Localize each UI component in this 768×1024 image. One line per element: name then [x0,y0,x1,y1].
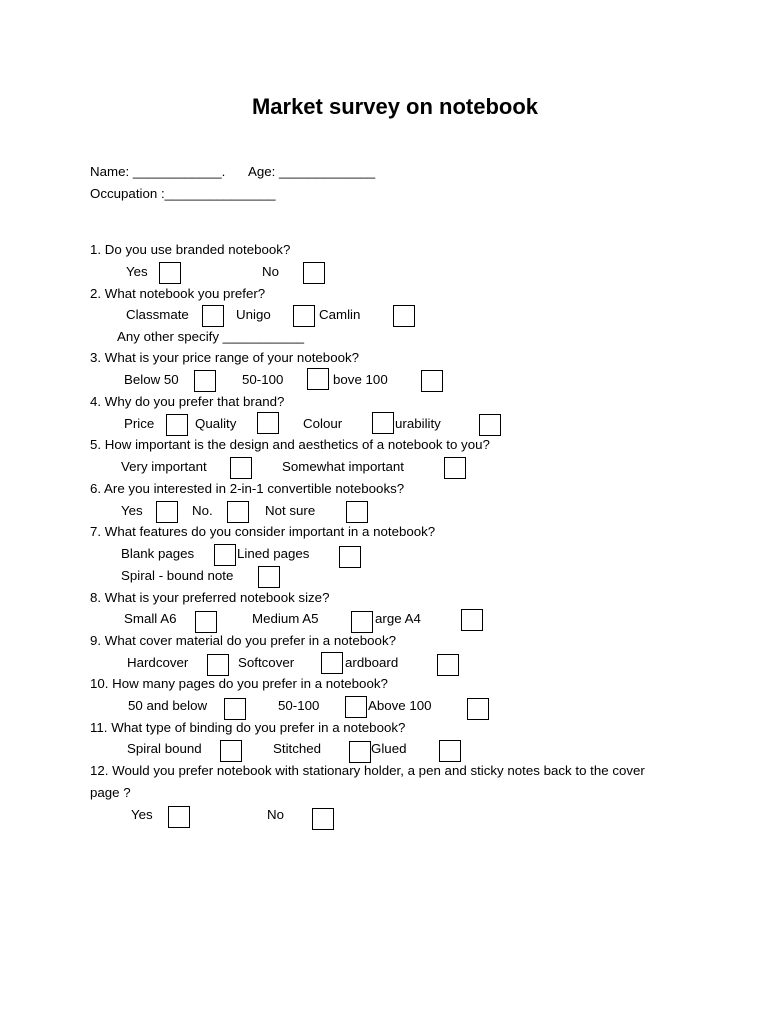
q1-option-label: No [262,264,279,279]
q9-option-label: Softcover [238,655,295,670]
q12-yes-checkbox[interactable] [168,806,190,828]
question-8: 8. What is your preferred notebook size? [90,590,330,605]
q8-large-checkbox[interactable] [461,609,483,631]
q3-option-label: Below 50 [124,372,179,387]
q4-option-label: Quality [195,416,237,431]
q2-option-label: Camlin [319,307,361,322]
q11-option-label: Stitched [273,741,322,756]
q1-option-label: Yes [126,264,148,279]
q11-stitched-checkbox[interactable] [349,741,371,763]
question-6: 6. Are you interested in 2-in-1 convertible notebooks? [90,481,405,496]
q7-option-label: Spiral - bound note [121,568,234,583]
q1-yes-checkbox[interactable] [159,262,181,284]
question-5: 5. How important is the design and aesthetics of a notebook to you? [90,437,490,452]
q7-spiral-bound-checkbox[interactable] [258,566,280,588]
occupation-field[interactable]: Occupation :_______________ [90,186,276,201]
q6-option-label: No. [192,503,213,518]
q8-option-label: Medium A5 [252,611,319,626]
q2-unigo-checkbox[interactable] [293,305,315,327]
age-field[interactable]: Age: _____________ [248,164,376,179]
q2-classmate-checkbox[interactable] [202,305,224,327]
q10-50-below-checkbox[interactable] [224,698,246,720]
q5-very-important-checkbox[interactable] [230,457,252,479]
q10-above100-checkbox[interactable] [467,698,489,720]
question-4: 4. Why do you prefer that brand? [90,394,285,409]
q7-blank-pages-checkbox[interactable] [214,544,236,566]
question-11: 11. What type of binding do you prefer in a notebook? [90,720,406,735]
q6-no-checkbox[interactable] [227,501,249,523]
q1-no-checkbox[interactable] [303,262,325,284]
question-10: 10. How many pages do you prefer in a notebook? [90,676,388,691]
q10-option-label: 50 and below [128,698,208,713]
q5-option-label: Very important [121,459,207,474]
question-12-continued: page ? [90,785,131,800]
q4-option-label: urability [395,416,441,431]
q12-no-checkbox[interactable] [312,808,334,830]
q5-option-label: Somewhat important [282,459,404,474]
q2-option-label: Classmate [126,307,189,322]
q6-not-sure-checkbox[interactable] [346,501,368,523]
q4-price-checkbox[interactable] [166,414,188,436]
q8-medium-checkbox[interactable] [351,611,373,633]
q6-yes-checkbox[interactable] [156,501,178,523]
q9-option-label: Hardcover [127,655,189,670]
q11-option-label: Glued [371,741,407,756]
q10-option-label: 50-100 [278,698,320,713]
q4-colour-checkbox[interactable] [372,412,394,434]
q3-50-100-checkbox[interactable] [307,368,329,390]
q5-somewhat-important-checkbox[interactable] [444,457,466,479]
q11-glued-checkbox[interactable] [439,740,461,762]
q8-option-label: Small A6 [124,611,177,626]
q4-option-label: Colour [303,416,343,431]
q6-option-label: Not sure [265,503,316,518]
q7-lined-pages-checkbox[interactable] [339,546,361,568]
q4-quality-checkbox[interactable] [257,412,279,434]
question-7: 7. What features do you consider important in a notebook? [90,524,436,539]
name-field[interactable]: Name: ____________. [90,164,226,179]
question-2: 2. What notebook you prefer? [90,286,266,301]
q4-durability-checkbox[interactable] [479,414,501,436]
q4-option-label: Price [124,416,155,431]
page-title: Market survey on notebook [251,94,539,119]
q3-above100-checkbox[interactable] [421,370,443,392]
q3-option-label: bove 100 [333,372,388,387]
q11-spiral-checkbox[interactable] [220,740,242,762]
q2-camlin-checkbox[interactable] [393,305,415,327]
q8-small-checkbox[interactable] [195,611,217,633]
question-12: 12. Would you prefer notebook with stationary holder, a pen and sticky notes back to the cover [90,763,645,778]
q2-option-label: Unigo [236,307,271,322]
q11-option-label: Spiral bound [127,741,202,756]
q12-option-label: Yes [131,807,153,822]
q10-50-100-checkbox[interactable] [345,696,367,718]
q6-option-label: Yes [121,503,143,518]
q3-option-label: 50-100 [242,372,284,387]
q9-hardcover-checkbox[interactable] [207,654,229,676]
q2-other-field[interactable]: Any other specify ___________ [117,329,305,344]
question-1: 1. Do you use branded notebook? [90,242,291,257]
q3-below50-checkbox[interactable] [194,370,216,392]
q7-option-label: Lined pages [237,546,310,561]
q9-softcover-checkbox[interactable] [321,652,343,674]
q10-option-label: Above 100 [368,698,432,713]
q8-option-label: arge A4 [375,611,421,626]
q9-cardboard-checkbox[interactable] [437,654,459,676]
question-3: 3. What is your price range of your notebook? [90,350,360,365]
q12-option-label: No [267,807,284,822]
question-9: 9. What cover material do you prefer in a notebook? [90,633,396,648]
q7-option-label: Blank pages [121,546,195,561]
q9-option-label: ardboard [345,655,399,670]
